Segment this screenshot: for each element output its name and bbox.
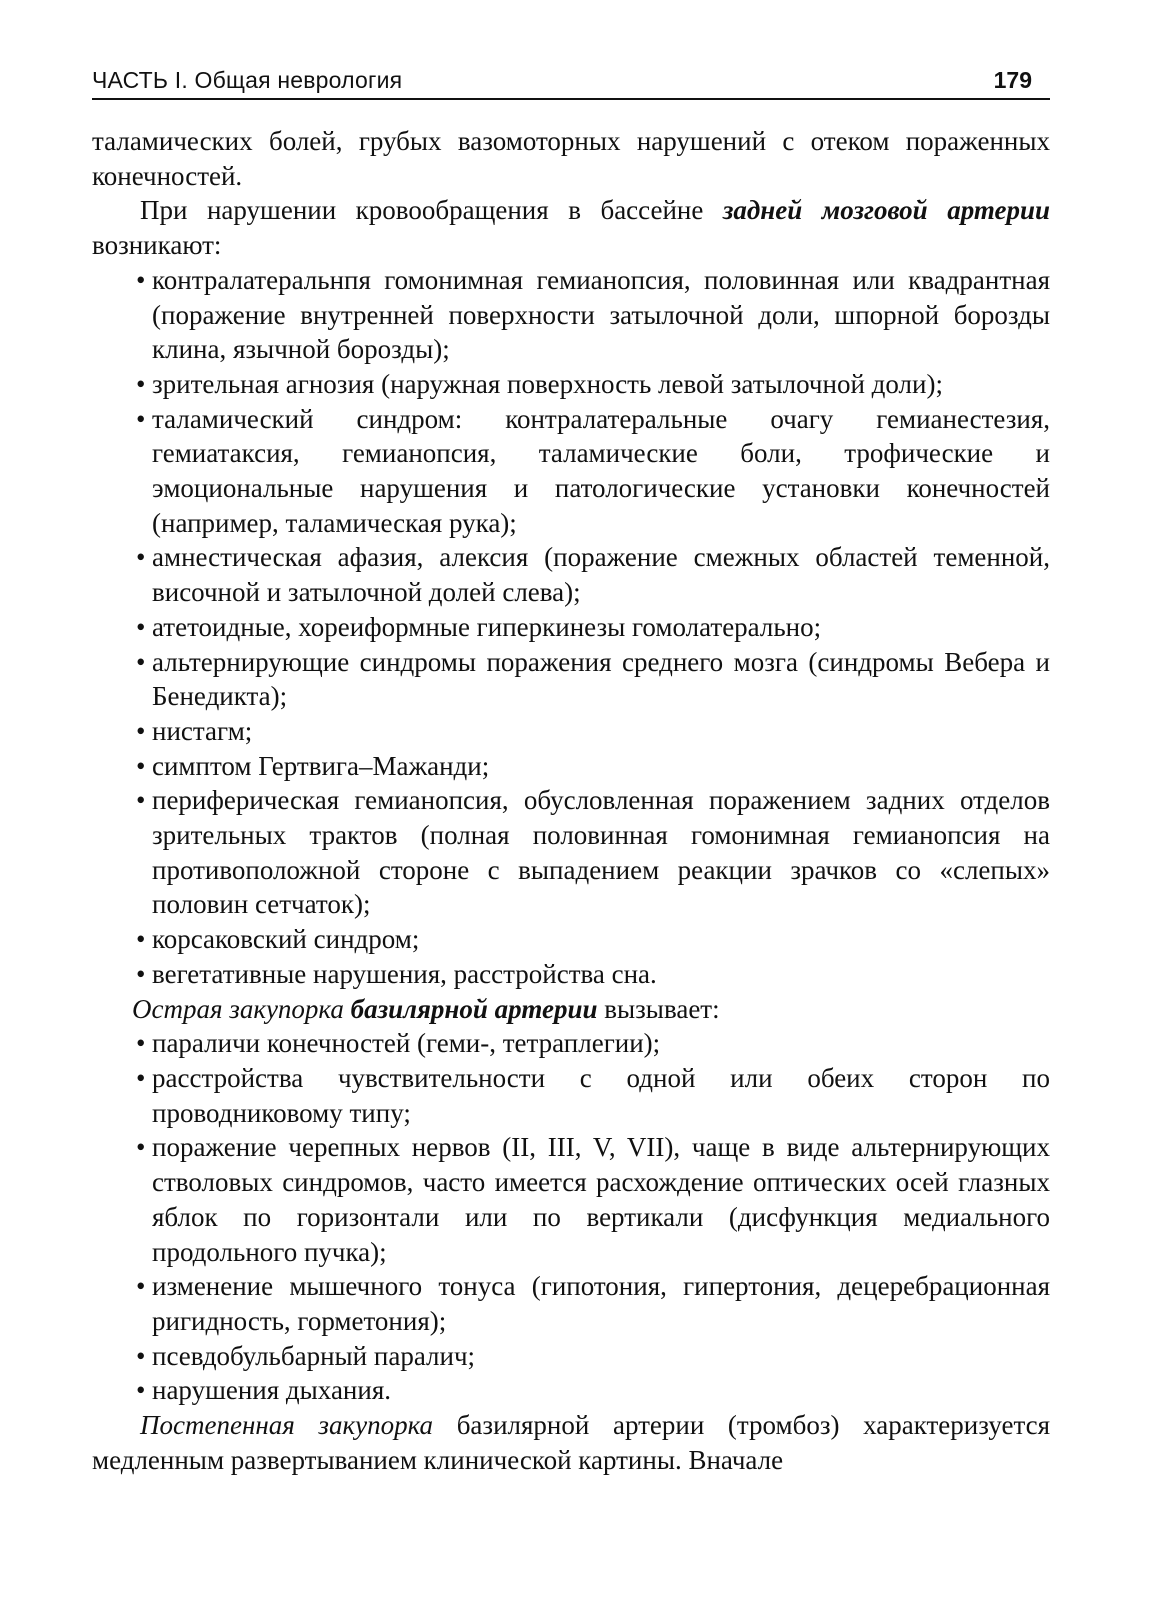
list-item: • симптом Гертвига–Мажанди; <box>152 749 1050 784</box>
list-item: • атетоидные, хореиформные гиперкинезы гомолатерально; <box>152 610 1050 645</box>
paragraph-basilar-acute <box>92 992 1050 1027</box>
list-item: • таламический синдром: контралатеральные очагу гемианестезия, гемиатаксия, гемианопсия, таламические боли, трофические и эмоциональные нарушения и патологические установки конечностей (например, таламическая рука); <box>152 402 1050 541</box>
list-item: • контралатеральнпя гомонимная гемианопсия, половинная или квадрантная (поражение внутренней поверхности затылочной доли, шпорной борозды клина, язычной борозды); <box>152 263 1050 367</box>
list-item: • альтернирующие синдромы поражения среднего мозга (синдромы Вебера и Бенедикта); <box>152 645 1050 714</box>
list-item: • периферическая гемианопсия, обусловленная поражением задних отделов зрительных трактов (полная половинная гомонимная гемианопсия на противоположной стороне с выпадением реакции зрачков со «слепых» половин сетчаток); <box>152 783 1050 922</box>
running-header <box>92 60 1050 100</box>
section-title: ЧАСТЬ I. Общая неврология <box>92 67 403 93</box>
paragraph-basilar-gradual <box>92 1408 1050 1477</box>
list-item: • корсаковский синдром; <box>152 922 1050 957</box>
list-item: • расстройства чувствительности с одной или обеих сторон по проводниковому типу; <box>152 1061 1050 1130</box>
text-run: базилярной артерии (тромбоз) характеризуется медленным развертыванием клинической картины. Вначале <box>92 1410 1050 1475</box>
symptom-list-basilar <box>92 1026 1050 1408</box>
list-item: • псевдобульбарный паралич; <box>152 1339 1050 1374</box>
symptom-list-posterior <box>92 263 1050 992</box>
text-run: вызывает: <box>597 993 720 1024</box>
text-run: возникают: <box>92 230 222 261</box>
page-body <box>92 124 1050 1477</box>
list-item: • амнестическая афазия, алексия (поражение смежных областей теменной, височной и затылочной долей слева); <box>152 540 1050 609</box>
emphasis-term: задней мозговой артерии <box>722 195 1050 226</box>
paragraph-continuation: таламических болей, грубых вазомоторных нарушений с отеком пораженных конечностей. <box>92 126 1050 191</box>
text-run: При нарушении кровообращения в бассейне <box>140 195 723 226</box>
list-item: • параличи конечностей (геми-, тетраплегии); <box>152 1026 1050 1061</box>
list-item: • изменение мышечного тонуса (гипотония, гипертония, децеребрационная ригидность, горметония); <box>152 1269 1050 1338</box>
list-item: • нарушения дыхания. <box>152 1373 1050 1408</box>
list-item: • зрительная агнозия (наружная поверхность левой затылочной доли); <box>152 367 1050 402</box>
emphasis-term: базилярной артерии <box>350 993 598 1024</box>
list-item: • поражение черепных нервов (II, III, V, VII), чаще в виде альтернирующих стволовых синдромов, часто имеется расхождение оптических осей глазных яблок по горизонтали или по вертикали (дисфункция медиального продольного пучка); <box>152 1130 1050 1269</box>
page-number: 179 <box>993 67 1032 93</box>
paragraph-posterior-artery <box>92 193 1050 262</box>
italic-term: Постепенная закупорка <box>140 1410 434 1441</box>
list-item: • нистагм; <box>152 714 1050 749</box>
list-item: • вегетативные нарушения, расстройства сна. <box>152 957 1050 992</box>
book-page <box>92 60 1050 1477</box>
italic-term: Острая закупорка <box>132 993 351 1024</box>
